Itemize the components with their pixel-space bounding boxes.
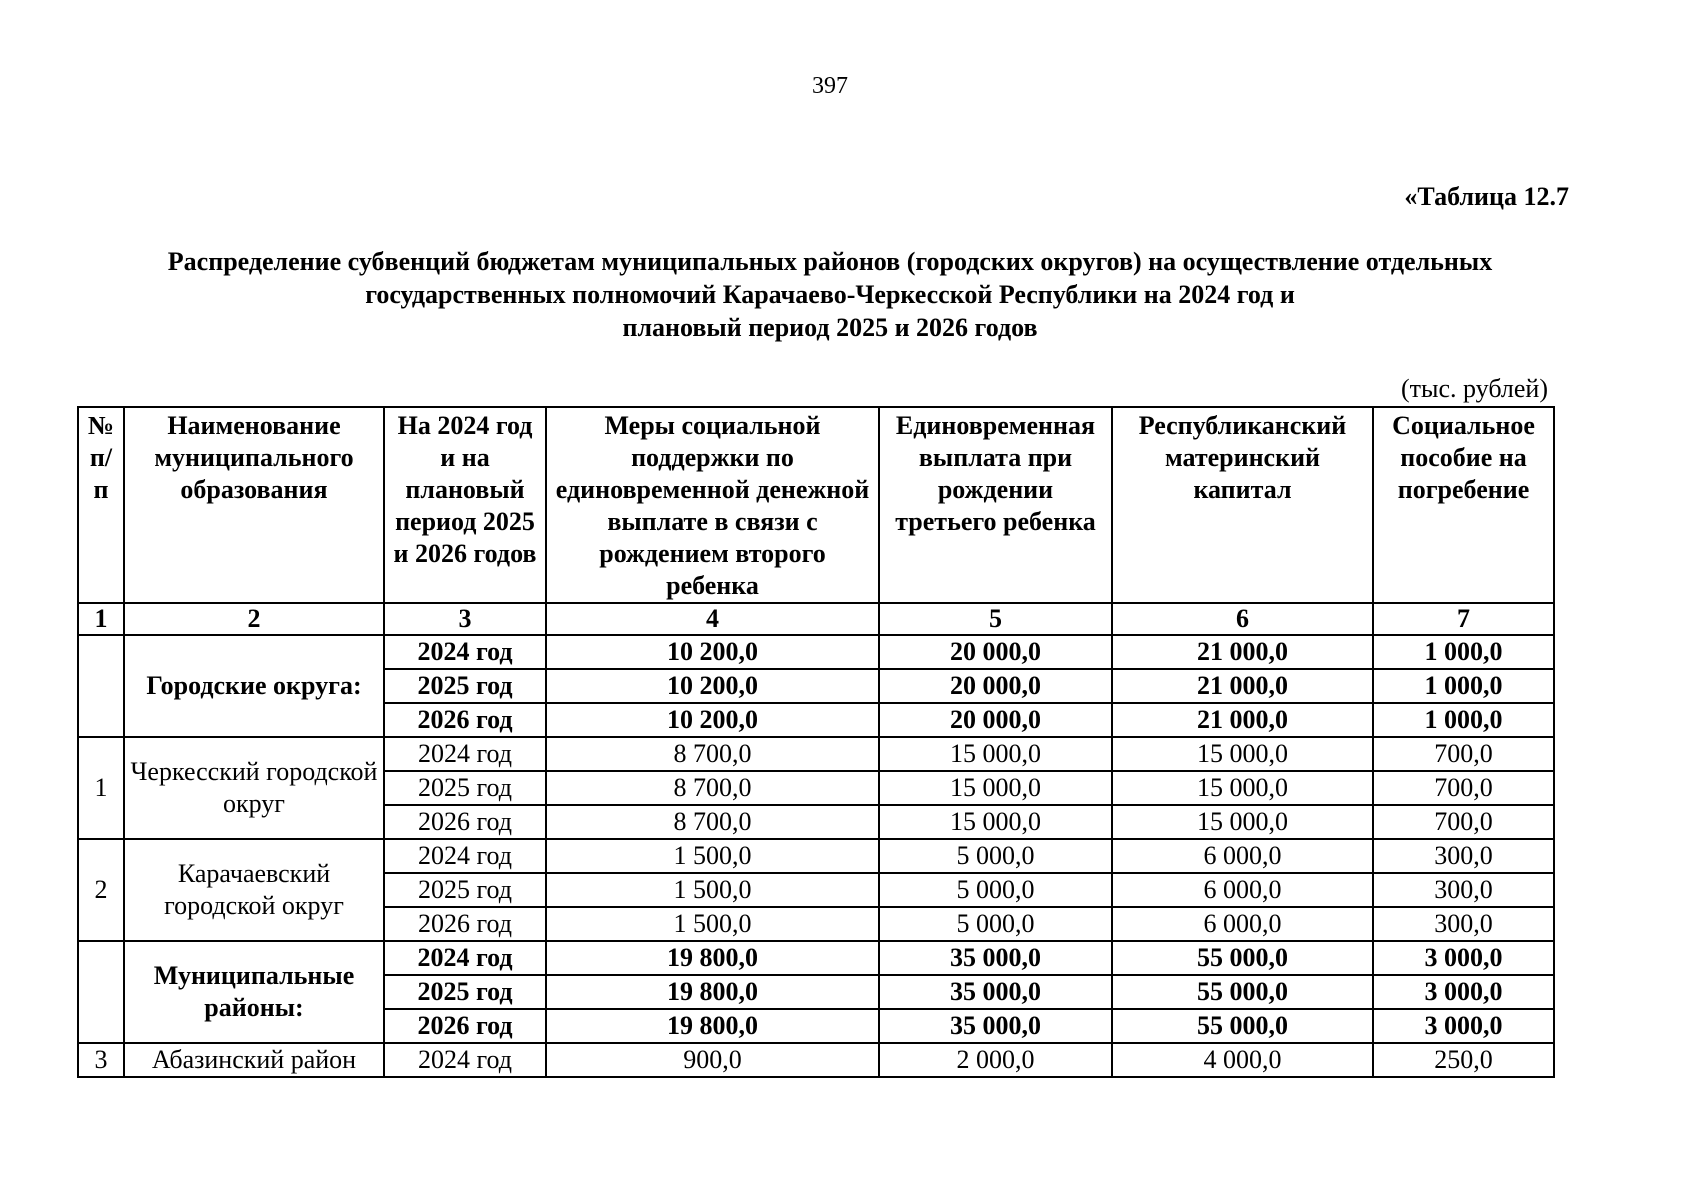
amount-cell: 6 000,0 [1112, 839, 1373, 873]
amount-cell: 15 000,0 [879, 737, 1112, 771]
amount-cell: 55 000,0 [1112, 941, 1373, 975]
amount-cell: 55 000,0 [1112, 975, 1373, 1009]
header-cell: Наименование муниципального образования [124, 407, 384, 603]
amount-cell: 300,0 [1373, 873, 1554, 907]
title-line: плановый период 2025 и 2026 годов [622, 313, 1038, 342]
column-number: 1 [78, 603, 124, 635]
year-cell: 2026 год [384, 1009, 546, 1043]
amount-cell: 8 700,0 [546, 771, 879, 805]
amount-cell: 5 000,0 [879, 907, 1112, 941]
row-number: 2 [78, 839, 124, 941]
page-number: 397 [812, 73, 848, 99]
column-number: 2 [124, 603, 384, 635]
amount-cell: 1 000,0 [1373, 635, 1554, 669]
document-title [80, 245, 1580, 344]
amount-cell: 21 000,0 [1112, 635, 1373, 669]
amount-cell: 1 500,0 [546, 873, 879, 907]
header-cell: Республиканский материнский капитал [1112, 407, 1373, 603]
amount-cell: 15 000,0 [1112, 737, 1373, 771]
table-body [78, 635, 1554, 1077]
table-label: «Таблица 12.7 [1404, 182, 1569, 211]
row-number [78, 635, 124, 737]
amount-cell: 35 000,0 [879, 941, 1112, 975]
year-cell: 2025 год [384, 975, 546, 1009]
amount-cell: 20 000,0 [879, 703, 1112, 737]
column-number: 3 [384, 603, 546, 635]
header-cell: Меры социальной поддержки по единовременной денежной выплате в связи с рождением второго ребенка [546, 407, 879, 603]
amount-cell: 15 000,0 [1112, 805, 1373, 839]
year-cell: 2024 год [384, 1043, 546, 1077]
header-cell: На 2024 год и на плановый период 2025 и 2026 годов [384, 407, 546, 603]
amount-cell: 5 000,0 [879, 873, 1112, 907]
amount-cell: 250,0 [1373, 1043, 1554, 1077]
year-cell: 2025 год [384, 873, 546, 907]
amount-cell: 3 000,0 [1373, 941, 1554, 975]
year-cell: 2025 год [384, 669, 546, 703]
amount-cell: 35 000,0 [879, 1009, 1112, 1043]
amount-cell: 300,0 [1373, 907, 1554, 941]
column-number: 7 [1373, 603, 1554, 635]
municipality-name: Черкесский городской округ [124, 737, 384, 839]
table-row [78, 737, 1554, 771]
amount-cell: 4 000,0 [1112, 1043, 1373, 1077]
table-row [78, 635, 1554, 669]
amount-cell: 19 800,0 [546, 941, 879, 975]
amount-cell: 6 000,0 [1112, 907, 1373, 941]
title-line: государственных полномочий Карачаево-Черкесской Республики на 2024 год и [365, 280, 1295, 309]
table-row [78, 1043, 1554, 1077]
amount-cell: 3 000,0 [1373, 975, 1554, 1009]
amount-cell: 700,0 [1373, 805, 1554, 839]
header-cell: Социальное пособие на погребение [1373, 407, 1554, 603]
amount-cell: 19 800,0 [546, 1009, 879, 1043]
header-cell: Единовременная выплата при рождении третьего ребенка [879, 407, 1112, 603]
header-row [78, 407, 1554, 603]
table-row [78, 839, 1554, 873]
amount-cell: 10 200,0 [546, 703, 879, 737]
amount-cell: 55 000,0 [1112, 1009, 1373, 1043]
amount-cell: 15 000,0 [879, 805, 1112, 839]
amount-cell: 5 000,0 [879, 839, 1112, 873]
year-cell: 2024 год [384, 941, 546, 975]
column-number: 6 [1112, 603, 1373, 635]
amount-cell: 3 000,0 [1373, 1009, 1554, 1043]
column-number-row [78, 603, 1554, 635]
amount-cell: 700,0 [1373, 771, 1554, 805]
municipality-name: Муниципальные районы: [124, 941, 384, 1043]
municipality-name: Карачаевский городской округ [124, 839, 384, 941]
municipality-name: Абазинский район [124, 1043, 384, 1077]
year-cell: 2026 год [384, 907, 546, 941]
units-note: (тыс. рублей) [1400, 374, 1548, 403]
table-row [78, 941, 1554, 975]
amount-cell: 900,0 [546, 1043, 879, 1077]
amount-cell: 10 200,0 [546, 669, 879, 703]
amount-cell: 20 000,0 [879, 635, 1112, 669]
year-cell: 2024 год [384, 737, 546, 771]
column-number: 4 [546, 603, 879, 635]
column-number: 5 [879, 603, 1112, 635]
amount-cell: 15 000,0 [879, 771, 1112, 805]
amount-cell: 19 800,0 [546, 975, 879, 1009]
amount-cell: 300,0 [1373, 839, 1554, 873]
amount-cell: 2 000,0 [879, 1043, 1112, 1077]
amount-cell: 1 500,0 [546, 907, 879, 941]
amount-cell: 21 000,0 [1112, 703, 1373, 737]
municipality-name: Городские округа: [124, 635, 384, 737]
amount-cell: 1 000,0 [1373, 703, 1554, 737]
amount-cell: 20 000,0 [879, 669, 1112, 703]
amount-cell: 8 700,0 [546, 737, 879, 771]
row-number: 1 [78, 737, 124, 839]
year-cell: 2026 год [384, 805, 546, 839]
row-number [78, 941, 124, 1043]
amount-cell: 6 000,0 [1112, 873, 1373, 907]
title-line: Распределение субвенций бюджетам муниципальных районов (городских округов) на осуществление отдельных [167, 247, 1493, 276]
year-cell: 2025 год [384, 771, 546, 805]
amount-cell: 21 000,0 [1112, 669, 1373, 703]
amount-cell: 700,0 [1373, 737, 1554, 771]
amount-cell: 10 200,0 [546, 635, 879, 669]
year-cell: 2024 год [384, 635, 546, 669]
amount-cell: 35 000,0 [879, 975, 1112, 1009]
year-cell: 2026 год [384, 703, 546, 737]
amount-cell: 15 000,0 [1112, 771, 1373, 805]
amount-cell: 1 500,0 [546, 839, 879, 873]
amount-cell: 8 700,0 [546, 805, 879, 839]
header-cell: № п/п [78, 407, 124, 603]
year-cell: 2024 год [384, 839, 546, 873]
subvention-table [77, 406, 1555, 1078]
row-number: 3 [78, 1043, 124, 1077]
amount-cell: 1 000,0 [1373, 669, 1554, 703]
